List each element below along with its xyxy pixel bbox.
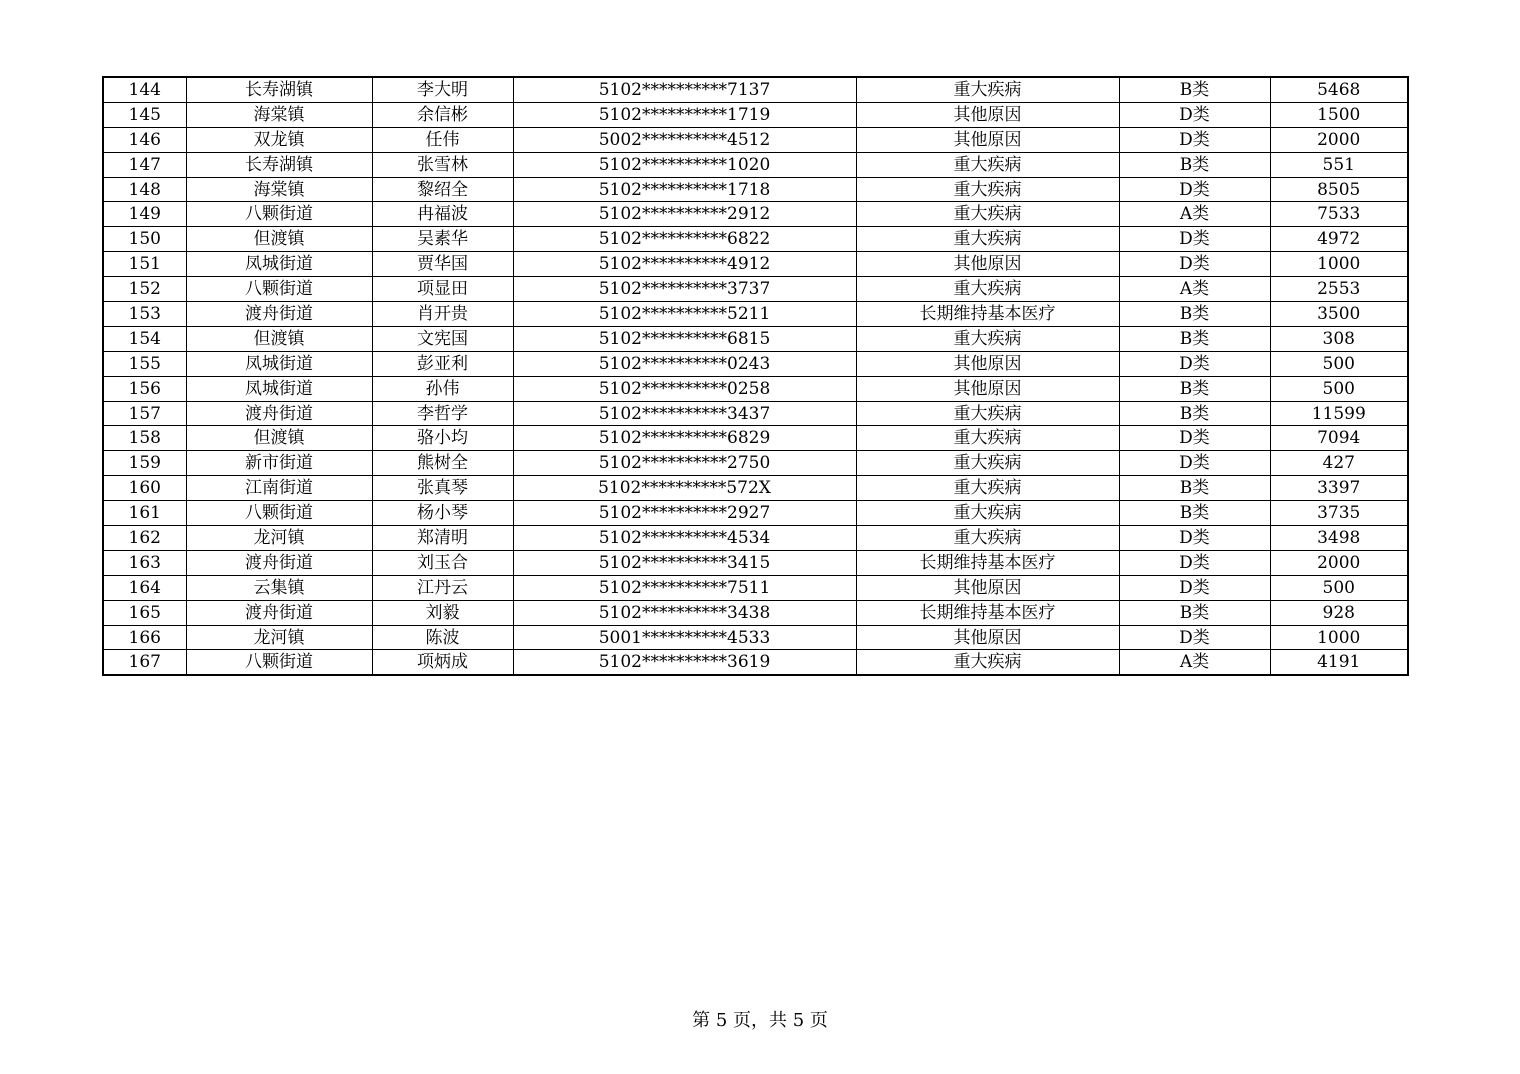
cell-reason: 其他原因 xyxy=(856,127,1119,152)
page-footer: 第 5 页，共 5 页 xyxy=(692,1010,828,1031)
cell-id-number: 5102**********5211 xyxy=(513,302,856,327)
cell-town: 渡舟街道 xyxy=(186,302,372,327)
cell-amount: 3397 xyxy=(1270,476,1408,501)
cell-reason: 其他原因 xyxy=(856,252,1119,277)
cell-amount: 7533 xyxy=(1270,202,1408,227)
cell-id-number: 5102**********4912 xyxy=(513,252,856,277)
cell-category: D类 xyxy=(1119,575,1270,600)
cell-category: A类 xyxy=(1119,202,1270,227)
table-row xyxy=(103,326,1408,351)
cell-reason: 其他原因 xyxy=(856,625,1119,650)
cell-id-number: 5102**********6829 xyxy=(513,426,856,451)
cell-index: 156 xyxy=(103,376,186,401)
cell-amount: 3735 xyxy=(1270,501,1408,526)
cell-town: 渡舟街道 xyxy=(186,550,372,575)
cell-id-number: 5102**********7511 xyxy=(513,575,856,600)
cell-id-number: 5102**********1020 xyxy=(513,152,856,177)
cell-name: 肖开贵 xyxy=(372,302,513,327)
cell-id-number: 5102**********6815 xyxy=(513,326,856,351)
cell-id-number: 5102**********0243 xyxy=(513,351,856,376)
cell-index: 144 xyxy=(103,77,186,102)
cell-category: D类 xyxy=(1119,451,1270,476)
cell-amount: 1500 xyxy=(1270,102,1408,127)
cell-id-number: 5102**********3437 xyxy=(513,401,856,426)
cell-name: 杨小琴 xyxy=(372,501,513,526)
cell-reason: 重大疾病 xyxy=(856,401,1119,426)
cell-reason: 重大疾病 xyxy=(856,326,1119,351)
cell-reason: 重大疾病 xyxy=(856,650,1119,675)
cell-town: 海棠镇 xyxy=(186,177,372,202)
cell-name: 陈波 xyxy=(372,625,513,650)
cell-id-number: 5102**********2750 xyxy=(513,451,856,476)
cell-index: 162 xyxy=(103,526,186,551)
cell-name: 江丹云 xyxy=(372,575,513,600)
cell-category: B类 xyxy=(1119,501,1270,526)
cell-town: 龙河镇 xyxy=(186,625,372,650)
cell-amount: 2000 xyxy=(1270,550,1408,575)
table-row xyxy=(103,376,1408,401)
cell-category: B类 xyxy=(1119,326,1270,351)
cell-amount: 2553 xyxy=(1270,277,1408,302)
cell-category: D类 xyxy=(1119,102,1270,127)
cell-amount: 500 xyxy=(1270,376,1408,401)
cell-amount: 5468 xyxy=(1270,77,1408,102)
table-row xyxy=(103,152,1408,177)
cell-category: D类 xyxy=(1119,127,1270,152)
cell-name: 骆小均 xyxy=(372,426,513,451)
cell-reason: 其他原因 xyxy=(856,102,1119,127)
cell-reason: 重大疾病 xyxy=(856,227,1119,252)
cell-amount: 3498 xyxy=(1270,526,1408,551)
cell-town: 长寿湖镇 xyxy=(186,77,372,102)
cell-amount: 4972 xyxy=(1270,227,1408,252)
cell-index: 148 xyxy=(103,177,186,202)
cell-index: 160 xyxy=(103,476,186,501)
table-row xyxy=(103,177,1408,202)
cell-town: 双龙镇 xyxy=(186,127,372,152)
cell-id-number: 5001**********4533 xyxy=(513,625,856,650)
cell-reason: 长期维持基本医疗 xyxy=(856,302,1119,327)
cell-index: 161 xyxy=(103,501,186,526)
cell-reason: 重大疾病 xyxy=(856,501,1119,526)
cell-name: 文宪国 xyxy=(372,326,513,351)
cell-id-number: 5102**********3737 xyxy=(513,277,856,302)
cell-amount: 3500 xyxy=(1270,302,1408,327)
cell-category: A类 xyxy=(1119,650,1270,675)
cell-name: 彭亚利 xyxy=(372,351,513,376)
cell-name: 熊树全 xyxy=(372,451,513,476)
cell-index: 146 xyxy=(103,127,186,152)
cell-reason: 长期维持基本医疗 xyxy=(856,550,1119,575)
cell-id-number: 5102**********3619 xyxy=(513,650,856,675)
cell-category: D类 xyxy=(1119,351,1270,376)
cell-index: 164 xyxy=(103,575,186,600)
cell-category: B类 xyxy=(1119,77,1270,102)
record-table-body xyxy=(103,77,1408,675)
cell-town: 龙河镇 xyxy=(186,526,372,551)
cell-index: 158 xyxy=(103,426,186,451)
cell-amount: 500 xyxy=(1270,575,1408,600)
cell-category: B类 xyxy=(1119,376,1270,401)
cell-category: A类 xyxy=(1119,277,1270,302)
table-row xyxy=(103,550,1408,575)
cell-name: 黎绍全 xyxy=(372,177,513,202)
cell-amount: 8505 xyxy=(1270,177,1408,202)
cell-amount: 427 xyxy=(1270,451,1408,476)
cell-index: 163 xyxy=(103,550,186,575)
cell-reason: 其他原因 xyxy=(856,575,1119,600)
cell-name: 刘毅 xyxy=(372,600,513,625)
cell-id-number: 5102**********2912 xyxy=(513,202,856,227)
cell-town: 江南街道 xyxy=(186,476,372,501)
table-row xyxy=(103,451,1408,476)
cell-town: 凤城街道 xyxy=(186,376,372,401)
cell-name: 李哲学 xyxy=(372,401,513,426)
cell-town: 凤城街道 xyxy=(186,351,372,376)
table-row xyxy=(103,102,1408,127)
cell-reason: 重大疾病 xyxy=(856,202,1119,227)
table-row xyxy=(103,600,1408,625)
cell-reason: 重大疾病 xyxy=(856,152,1119,177)
cell-id-number: 5102**********4534 xyxy=(513,526,856,551)
cell-index: 154 xyxy=(103,326,186,351)
cell-reason: 其他原因 xyxy=(856,351,1119,376)
table-row xyxy=(103,476,1408,501)
table-row xyxy=(103,351,1408,376)
cell-category: D类 xyxy=(1119,227,1270,252)
cell-name: 项显田 xyxy=(372,277,513,302)
cell-amount: 4191 xyxy=(1270,650,1408,675)
cell-name: 吴素华 xyxy=(372,227,513,252)
cell-reason: 重大疾病 xyxy=(856,451,1119,476)
cell-amount: 308 xyxy=(1270,326,1408,351)
cell-id-number: 5102**********1719 xyxy=(513,102,856,127)
cell-town: 渡舟街道 xyxy=(186,600,372,625)
cell-id-number: 5102**********1718 xyxy=(513,177,856,202)
cell-category: D类 xyxy=(1119,426,1270,451)
table-row xyxy=(103,202,1408,227)
cell-category: D类 xyxy=(1119,252,1270,277)
cell-category: B类 xyxy=(1119,302,1270,327)
cell-amount: 500 xyxy=(1270,351,1408,376)
cell-town: 凤城街道 xyxy=(186,252,372,277)
cell-index: 153 xyxy=(103,302,186,327)
table-row xyxy=(103,526,1408,551)
cell-index: 165 xyxy=(103,600,186,625)
cell-town: 八颗街道 xyxy=(186,277,372,302)
cell-id-number: 5102**********3438 xyxy=(513,600,856,625)
table-row xyxy=(103,625,1408,650)
cell-town: 八颗街道 xyxy=(186,501,372,526)
cell-id-number: 5102**********0258 xyxy=(513,376,856,401)
cell-amount: 928 xyxy=(1270,600,1408,625)
table-row xyxy=(103,575,1408,600)
table-row xyxy=(103,77,1408,102)
cell-name: 张真琴 xyxy=(372,476,513,501)
cell-town: 海棠镇 xyxy=(186,102,372,127)
cell-category: D类 xyxy=(1119,550,1270,575)
cell-reason: 其他原因 xyxy=(856,376,1119,401)
cell-category: B类 xyxy=(1119,600,1270,625)
cell-reason: 长期维持基本医疗 xyxy=(856,600,1119,625)
table-row xyxy=(103,302,1408,327)
table-row xyxy=(103,127,1408,152)
cell-category: B类 xyxy=(1119,152,1270,177)
cell-town: 云集镇 xyxy=(186,575,372,600)
cell-town: 但渡镇 xyxy=(186,227,372,252)
cell-name: 贾华国 xyxy=(372,252,513,277)
cell-id-number: 5102**********7137 xyxy=(513,77,856,102)
cell-index: 159 xyxy=(103,451,186,476)
cell-name: 项炳成 xyxy=(372,650,513,675)
record-table xyxy=(102,76,1409,676)
cell-id-number: 5102**********3415 xyxy=(513,550,856,575)
cell-reason: 重大疾病 xyxy=(856,426,1119,451)
cell-index: 167 xyxy=(103,650,186,675)
cell-index: 166 xyxy=(103,625,186,650)
cell-category: D类 xyxy=(1119,625,1270,650)
cell-name: 任伟 xyxy=(372,127,513,152)
cell-index: 145 xyxy=(103,102,186,127)
table-row xyxy=(103,501,1408,526)
cell-id-number: 5102**********6822 xyxy=(513,227,856,252)
cell-reason: 重大疾病 xyxy=(856,277,1119,302)
cell-name: 郑清明 xyxy=(372,526,513,551)
cell-town: 但渡镇 xyxy=(186,426,372,451)
cell-index: 155 xyxy=(103,351,186,376)
cell-reason: 重大疾病 xyxy=(856,177,1119,202)
cell-index: 150 xyxy=(103,227,186,252)
cell-category: B类 xyxy=(1119,401,1270,426)
cell-town: 八颗街道 xyxy=(186,650,372,675)
cell-name: 张雪林 xyxy=(372,152,513,177)
table-row xyxy=(103,426,1408,451)
table-row xyxy=(103,401,1408,426)
cell-town: 八颗街道 xyxy=(186,202,372,227)
cell-reason: 重大疾病 xyxy=(856,77,1119,102)
cell-name: 李大明 xyxy=(372,77,513,102)
cell-town: 渡舟街道 xyxy=(186,401,372,426)
cell-id-number: 5002**********4512 xyxy=(513,127,856,152)
cell-category: B类 xyxy=(1119,476,1270,501)
cell-category: D类 xyxy=(1119,177,1270,202)
cell-id-number: 5102**********2927 xyxy=(513,501,856,526)
table-row xyxy=(103,650,1408,675)
cell-amount: 1000 xyxy=(1270,625,1408,650)
cell-amount: 1000 xyxy=(1270,252,1408,277)
cell-town: 新市街道 xyxy=(186,451,372,476)
cell-index: 149 xyxy=(103,202,186,227)
cell-index: 157 xyxy=(103,401,186,426)
cell-amount: 2000 xyxy=(1270,127,1408,152)
cell-amount: 11599 xyxy=(1270,401,1408,426)
cell-name: 余信彬 xyxy=(372,102,513,127)
cell-town: 但渡镇 xyxy=(186,326,372,351)
cell-index: 151 xyxy=(103,252,186,277)
cell-name: 冉福波 xyxy=(372,202,513,227)
cell-index: 152 xyxy=(103,277,186,302)
cell-id-number: 5102**********572X xyxy=(513,476,856,501)
cell-name: 孙伟 xyxy=(372,376,513,401)
cell-amount: 551 xyxy=(1270,152,1408,177)
cell-amount: 7094 xyxy=(1270,426,1408,451)
table-row xyxy=(103,227,1408,252)
cell-town: 长寿湖镇 xyxy=(186,152,372,177)
cell-name: 刘玉合 xyxy=(372,550,513,575)
cell-reason: 重大疾病 xyxy=(856,476,1119,501)
table-row xyxy=(103,252,1408,277)
table-row xyxy=(103,277,1408,302)
cell-category: D类 xyxy=(1119,526,1270,551)
cell-index: 147 xyxy=(103,152,186,177)
cell-reason: 重大疾病 xyxy=(856,526,1119,551)
